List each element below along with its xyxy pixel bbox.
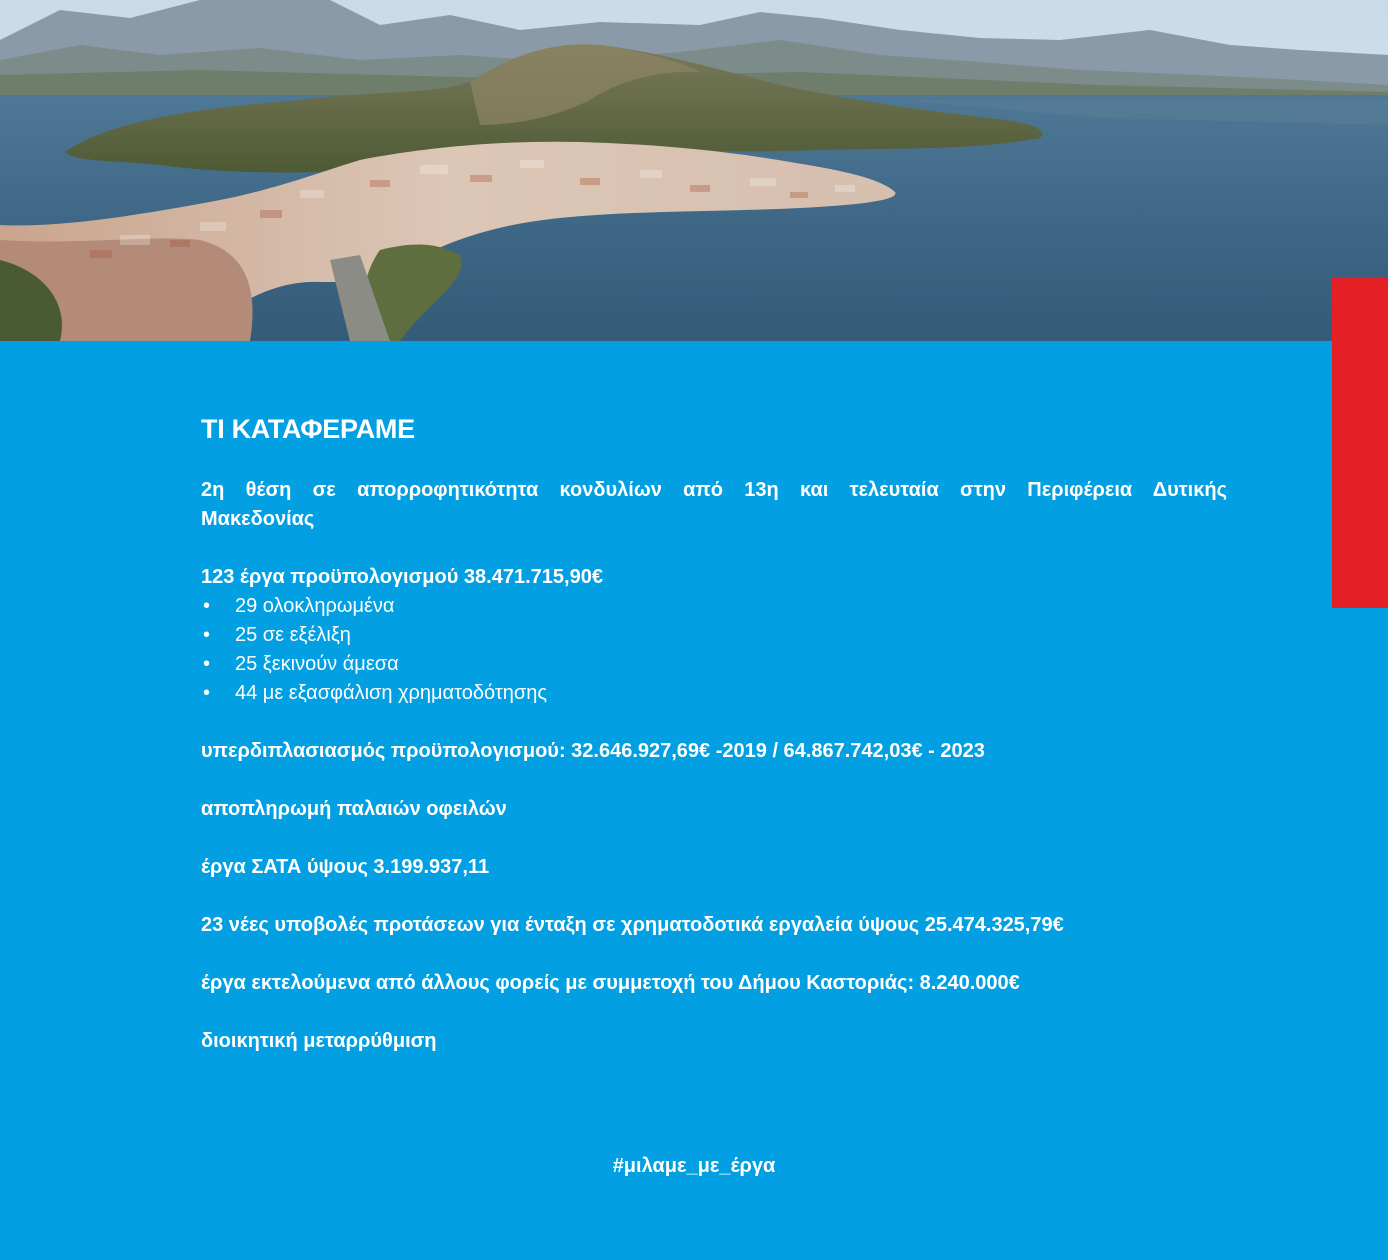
projects-list <box>201 592 1227 708</box>
budget-paragraph: υπερδιπλασιασμός προϋπολογισμού: 32.646.927,69€ -2019 / 64.867.742,03€ - 2023 <box>201 740 985 762</box>
list-item <box>201 621 1227 650</box>
absorption-paragraph: 2η θέση σε απορροφητικότητα κονδυλίων από 13η και τελευταία στην Περιφέρεια Δυτικής Μακεδονίας <box>201 479 1227 530</box>
other-bodies-paragraph: έργα εκτελούμενα από άλλους φορείς με συμμετοχή του Δήμου Καστοριάς: 8.240.000€ <box>201 972 1020 994</box>
projects-heading: 123 έργα προϋπολογισμού 38.471.715,90€ <box>201 566 603 588</box>
list-item-text: 44 με εξασφάλιση χρηματοδότησης <box>235 682 547 704</box>
list-item <box>201 650 1227 679</box>
list-item <box>201 679 1227 708</box>
achievements-section <box>201 410 1227 1056</box>
list-item-text: 25 σε εξέλιξη <box>235 624 351 646</box>
campaign-hashtag: #μιλαμε_με_έργα <box>612 1155 776 1177</box>
hero-photo <box>0 0 1388 341</box>
list-item <box>201 592 1227 621</box>
bullet-icon: • <box>203 653 211 675</box>
list-item-text: 25 ξεκινούν άμεσα <box>235 653 399 675</box>
sata-paragraph: έργα ΣΑΤΑ ύψους 3.199.937,11 <box>201 856 490 878</box>
section-title: ΤΙ ΚΑΤΑΦΕΡΑΜΕ <box>201 414 415 444</box>
bullet-icon: • <box>203 595 211 617</box>
bullet-icon: • <box>203 682 211 704</box>
reform-paragraph: διοικητική μεταρρύθμιση <box>201 1030 437 1052</box>
debts-paragraph: αποπληρωμή παλαιών οφειλών <box>201 798 507 820</box>
proposals-paragraph: 23 νέες υποβολές προτάσεων για ένταξη σε χρηματοδοτικά εργαλεία ύψους 25.474.325,79€ <box>201 914 1064 936</box>
bullet-icon: • <box>203 624 211 646</box>
list-item-text: 29 ολοκληρωμένα <box>235 595 395 617</box>
red-side-tab <box>1332 278 1388 608</box>
